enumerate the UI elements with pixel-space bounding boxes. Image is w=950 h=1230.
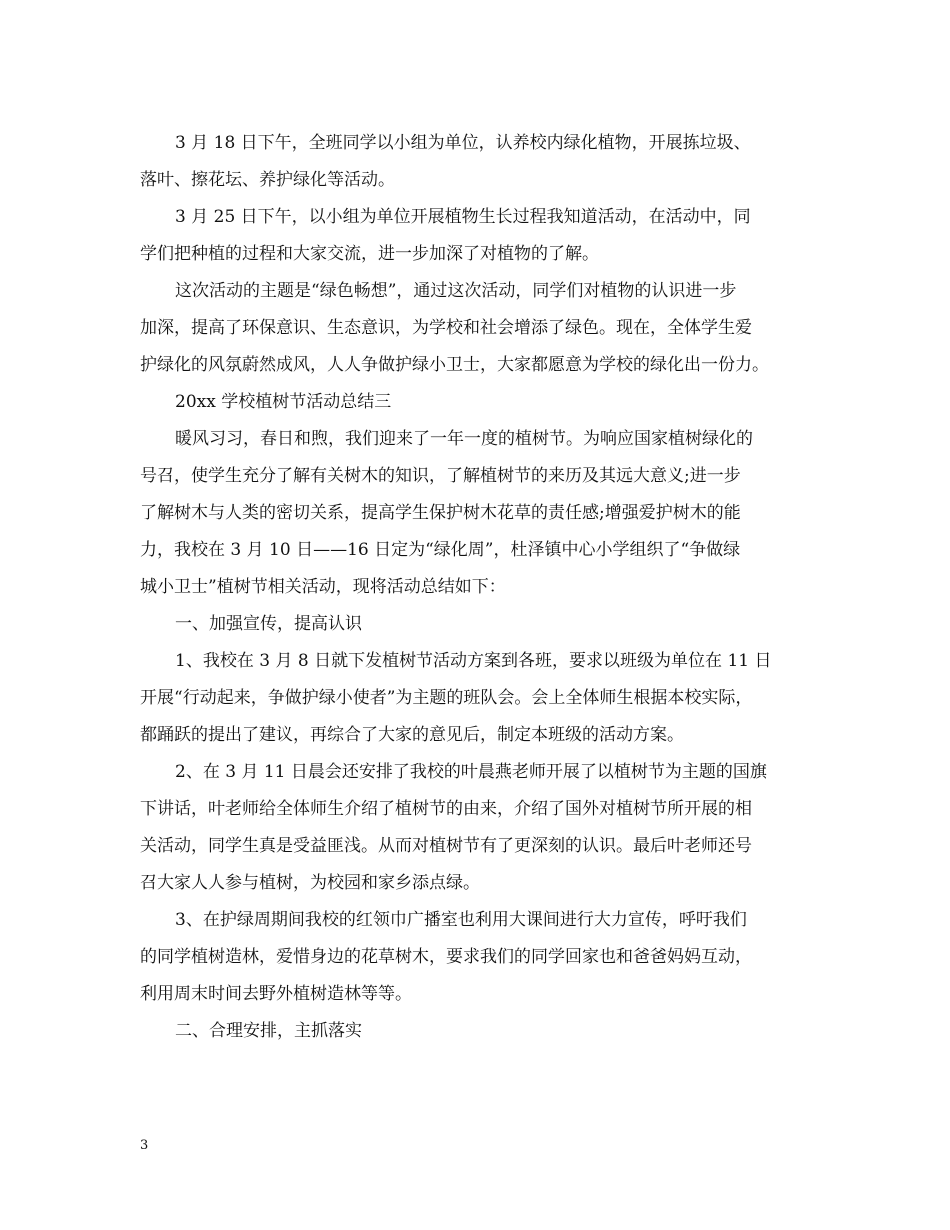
paragraph-line: 下讲话，叶老师给全体师生介绍了植树节的由来，介绍了国外对植树节所开展的相 [140,799,752,819]
paragraph-line: 暖风习习，春日和煦，我们迎来了一年一度的植树节。为响应国家植树绿化的 [175,429,753,449]
paragraph-line: 1、我校在 3 月 8 日就下发植树节活动方案到各班，要求以班级为单位在 11 日 [175,651,772,671]
paragraph-line: 了解树木与人类的密切关系，提高学生保护树木花草的责任感;增强爱护树木的能 [140,503,741,523]
paragraph-line: 这次活动的主题是“绿色畅想”，通过这次活动，同学们对植物的认识进一步 [175,281,737,301]
section-heading: 二、合理安排，主抓落实 [175,1021,362,1041]
paragraph-line: 3、在护绿周期间我校的红领巾广播室也利用大课间进行大力宣传，呼吁我们 [175,910,747,930]
paragraph-line: 加深，提高了环保意识、生态意识，为学校和社会增添了绿色。现在，全体学生爱 [140,318,752,338]
paragraph-line: 3 月 18 日下午，全班同学以小组为单位，认养校内绿化植物，开展拣垃圾、 [175,133,751,153]
paragraph-line: 召大家人人参与植树，为校园和家乡添点绿。 [140,873,480,893]
section-heading: 一、加强宣传，提高认识 [175,614,362,634]
paragraph-line: 的同学植树造林，爱惜身边的花草树木，要求我们的同学回家也和爸爸妈妈互动， [140,947,752,967]
paragraph-line: 2、在 3 月 11 日晨会还安排了我校的叶晨燕老师开展了以植树节为主题的国旗 [175,762,767,782]
page-number: 3 [140,1138,149,1153]
paragraph-line: 护绿化的风氛蔚然成风，人人争做护绿小卫士，大家都愿意为学校的绿化出一份力。 [140,355,769,375]
paragraph-line: 学们把种植的过程和大家交流，进一步加深了对植物的了解。 [140,244,599,264]
paragraph-line: 城小卫士”植树节相关活动，现将活动总结如下： [140,577,506,597]
paragraph-line: 落叶、擦花坛、养护绿化等活动。 [140,170,395,190]
paragraph-line: 利用周末时间去野外植树造林等等。 [140,984,412,1004]
paragraph-line: 3 月 25 日下午，以小组为单位开展植物生长过程我知道活动，在活动中，同 [175,207,751,227]
paragraph-line: 开展“行动起来，争做护绿小使者”为主题的班队会。会上全体师生根据本校实际， [140,688,753,708]
section-title: 20xx 学校植树节活动总结三 [175,392,392,412]
paragraph-line: 号召，使学生充分了解有关树木的知识，了解植树节的来历及其远大意义;进一步 [140,466,741,486]
paragraph-line: 关活动，同学生真是受益匪浅。从而对植树节有了更深刻的认识。最后叶老师还号 [140,836,752,856]
paragraph-line: 力，我校在 3 月 10 日——16 日定为“绿化周”，杜泽镇中心小学组织了“争做绿 [140,540,741,560]
paragraph-line: 都踊跃的提出了建议，再综合了大家的意见后，制定本班级的活动方案。 [140,725,684,745]
